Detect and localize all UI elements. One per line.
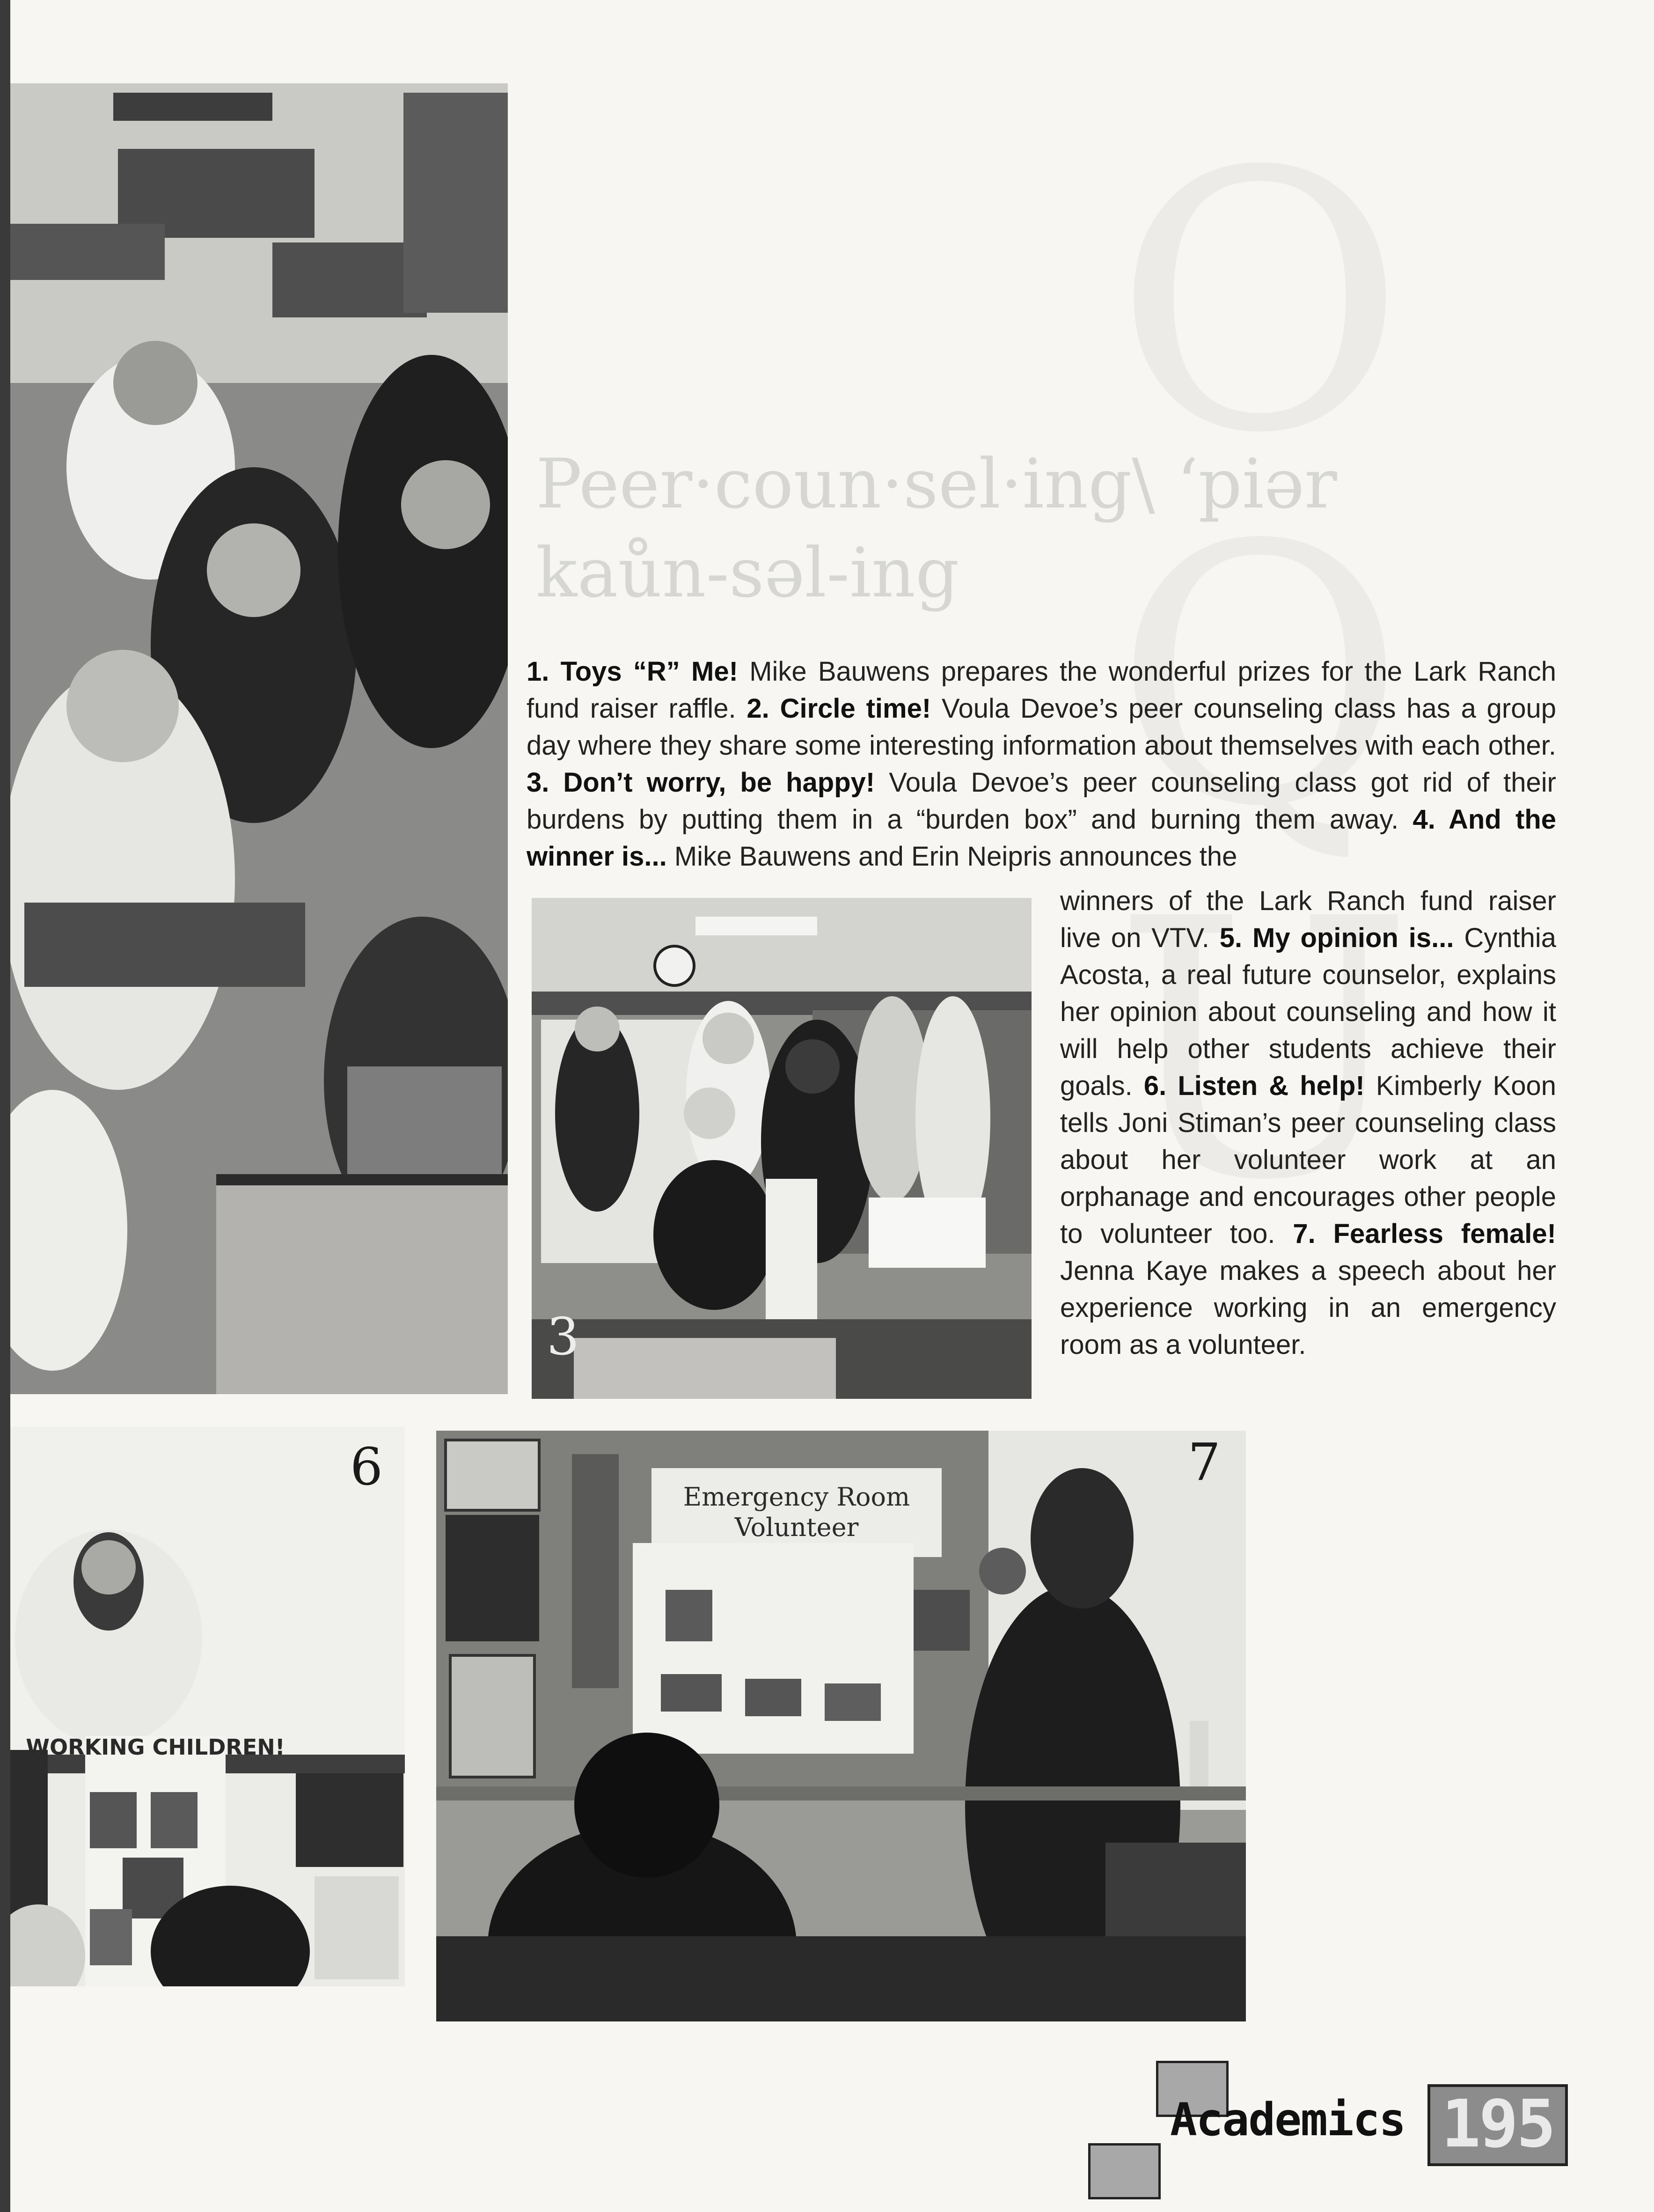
- photo-fearless-female: [436, 1431, 1246, 2021]
- caption-head-7: 7. Fearless female!: [1293, 1219, 1556, 1249]
- caption-body-4b: winners of the Lark Ranch fund raiser live on VTV.: [1060, 886, 1556, 953]
- caption-body-4a: Mike Bauwens and Erin Neipris announces the: [666, 841, 1237, 872]
- caption-head-3: 3. Don’t worry, be happy!: [527, 767, 875, 798]
- photo-listen-help: [10, 1427, 405, 1986]
- page-title: [536, 440, 1378, 618]
- photo-burden-box-image: [532, 898, 1032, 1399]
- poster-emergency-line1: Emergency Room: [683, 1482, 910, 1512]
- caption-body-7: Jenna Kaye makes a speech about her experience working in an emergency room as a volunteer.: [1060, 1256, 1556, 1360]
- photo-circle-time: [10, 83, 508, 1394]
- page-binding-edge: [0, 0, 10, 2212]
- photo-fearless-female-image: [436, 1431, 1246, 2021]
- photo-listen-help-image: [10, 1427, 405, 1986]
- caption-block-column: [1060, 882, 1556, 1363]
- caption-head-2: 2. Circle time!: [746, 693, 931, 724]
- title-line-1: Peer·coun·sel·ing\ ‘piər: [536, 444, 1337, 524]
- photo-number-6: 6: [350, 1437, 383, 1497]
- section-label: Academics: [1170, 2094, 1405, 2146]
- title-line-2: kaůn-səl-ing: [536, 533, 959, 613]
- caption-head-5: 5. My opinion is...: [1219, 923, 1454, 953]
- caption-body-5: Cynthia Acosta, a real future counselor, explains her opinion about counseling and how it will help other students achieve their goals.: [1060, 923, 1556, 1101]
- caption-body-1: Mike Bauwens prepares the wonderful prizes for the Lark Ranch fund raiser raffle.: [527, 656, 1556, 724]
- footer-decor-box-bottom: [1088, 2143, 1161, 2199]
- caption-head-4: 4. And the winner is...: [527, 804, 1556, 872]
- caption-body-3: Voula Devoe’s peer counseling class got rid of their burdens by putting them in a “burden box” and burning them away.: [527, 767, 1556, 835]
- caption-head-1: 1. Toys “R” Me!: [527, 656, 738, 687]
- photo-burden-box: [532, 898, 1032, 1399]
- poster-working-children-text: WORKING CHILDREN!: [26, 1734, 285, 1760]
- photo-number-3: 3: [547, 1307, 579, 1367]
- caption-body-2: Voula Devoe’s peer counseling class has a group day where they share some interesting information about themselves with each other.: [527, 693, 1557, 761]
- page-number: 195: [1427, 2084, 1568, 2166]
- photo-circle-time-image: [10, 83, 508, 1394]
- caption-body-6: Kimberly Koon tells Joni Stiman’s peer counseling class about her volunteer work at an orphanage and encourages other people to volunteer too.: [1060, 1071, 1556, 1249]
- photo-number-7: 7: [1188, 1432, 1221, 1492]
- caption-block-top: [527, 653, 1556, 875]
- caption-head-6: 6. Listen & help!: [1143, 1071, 1365, 1101]
- poster-emergency-line2: Volunteer: [734, 1513, 859, 1542]
